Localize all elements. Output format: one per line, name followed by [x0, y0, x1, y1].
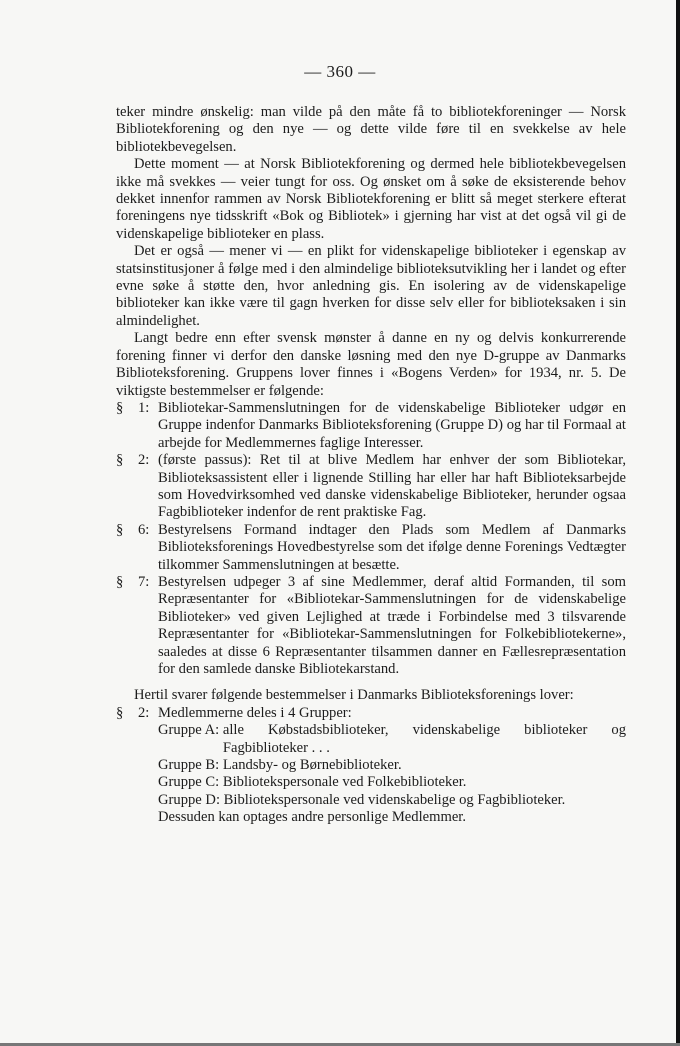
group-text: alle Købstadsbiblioteker, videnskabelige biblioteker og Fagbiblioteker . . .: [222, 722, 626, 756]
group-text: Landsby- og Børnebiblioteker.: [222, 757, 402, 774]
paragraph-1: teker mindre ønskelig: man vilde på den måte få to bibliotekforeninger — Norsk Bibliotekforening og den nye — og dette vilde føre til en svekkelse av hele bibliotekbevegelsen.: [116, 104, 626, 155]
section-text: Medlemmerne deles i 4 Grupper:: [158, 704, 352, 721]
section-sign: §: [116, 704, 124, 721]
group-list: [158, 722, 626, 826]
group-label: Gruppe B:: [158, 757, 223, 774]
section-number: 6:: [138, 521, 150, 538]
section-text: (første passus): Ret til at blive Medlem har enhver der som Bibliotekar, Biblioteksassistent eller i lignende Stilling har eller har haft Biblioteksarbejde som Hovedvirksomhed ved danske videnskabelige Biblioteker, herunder ogsaa Fagbiblioteker indenfor de rent praktiske Fag.: [158, 452, 626, 521]
paragraph-3: Det er også — mener vi — en plikt for videnskapelige biblioteker i egenskap av statsinstitusjoner å følge med i den almindelige biblioteksutvikling her i landet og efter evne søke å støtte den, hvor anledning gis. En isolering av de videnskapelige biblioteker kan ikke være til gagn hverken for disse selv eller for biblioteksaken i sin almindelighet.: [116, 243, 626, 329]
group-label: Gruppe C:: [158, 774, 223, 791]
section-number: 1:: [138, 399, 150, 416]
section-sign: §: [116, 573, 124, 590]
group-row-c: [158, 774, 626, 791]
section-number: 2:: [138, 704, 150, 721]
group-text: Bibliotekspersonale ved videnskabelige og Fagbiblioteker.: [223, 791, 566, 808]
law-section-2: [116, 705, 626, 722]
group-row-d: [158, 792, 626, 809]
section-2: [116, 452, 626, 522]
section-7: [116, 574, 626, 678]
paragraph-5: Hertil svarer følgende bestemmelser i Danmarks Biblioteksforenings lover:: [134, 687, 574, 704]
page-edge-right: [676, 0, 680, 1046]
paragraph-4: Langt bedre enn efter svensk mønster å danne en ny og delvis konkurrerende forening finner vi derfor den danske løsning med den nye D-gruppe av Danmarks Biblioteksforening. Gruppens lover finnes i «Bogens Verden» for 1934, nr. 5. De viktigste bestemmelser er følgende:: [116, 330, 626, 399]
section-sign: §: [116, 399, 124, 416]
section-number: 7:: [138, 573, 150, 590]
group-row-b: [158, 757, 626, 774]
page-number: — 360 —: [304, 62, 376, 81]
spacer: [116, 678, 626, 687]
paragraph-2: Dette moment — at Norsk Bibliotekforening og dermed hele bibliotekbevegelsen ikke må svekkes — veier tungt for oss. Og ønsket om å søke de eksisterende behov dekket innenfor rammen av Norsk Bibliotekforening er blitt så meget sterkere efterat foreningens nye tidsskrift «Bok og Bibliotek» i gjerning har vist at det også vil gi de videnskapelige biblioteker en plass.: [116, 156, 626, 242]
group-label: Gruppe A:: [158, 722, 223, 739]
group-text: Bibliotekspersonale ved Folkebiblioteker.: [222, 774, 467, 791]
closing-line: Dessuden kan optages andre personlige Medlemmer.: [158, 809, 467, 826]
section-6: [116, 522, 626, 574]
section-text: Bibliotekar-Sammenslutningen for de videnskabelige Biblioteker udgør en Gruppe indenfor Danmarks Biblioteksforening (Gruppe D) og har til Formaal at arbejde for Medlemmernes faglige Interesser.: [158, 399, 626, 451]
section-1: [116, 400, 626, 452]
page-body: [116, 104, 626, 827]
group-row-a: [158, 722, 626, 757]
section-sign: §: [116, 521, 124, 538]
section-number: 2:: [138, 452, 150, 469]
group-label: Gruppe D:: [158, 791, 224, 808]
section-text: Bestyrelsen udpeger 3 af sine Medlemmer, deraf altid Formanden, til som Repræsentanter for «Bibliotekar-Sammenslutningen for de videnskabelige Biblioteker» ved given Lejlighed at træde i Forbindelse med 3 tilsvarende Repræsentanter for «Bibliotekar-Sammenslutningen for Folkebibliotekerne», saaledes at disse 6 Repræsentanter tilsammen danner en Fællesrepræsentation for den samlede danske Bibliotekarstand.: [158, 573, 626, 677]
section-text: Bestyrelsens Formand indtager den Plads som Medlem af Danmarks Biblioteksforenings Hovedbestyrelse som det ifølge denne Forenings Vedtægter tilkommer Sammenslutningen at besætte.: [158, 521, 626, 573]
section-sign: §: [116, 452, 124, 469]
